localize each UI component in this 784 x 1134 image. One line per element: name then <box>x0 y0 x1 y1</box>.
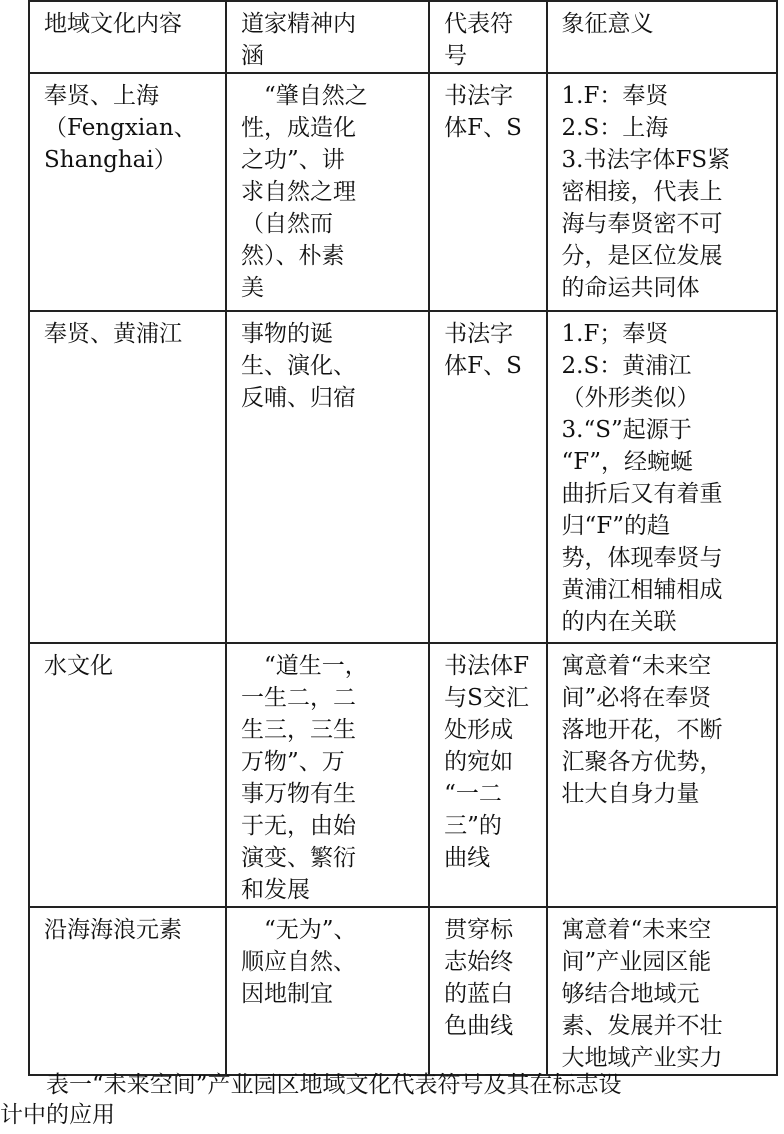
table-cell <box>29 643 226 907</box>
cell-symbol: 书法字 体F、S <box>444 83 522 141</box>
table-cell <box>547 311 778 643</box>
cell-region: 水文化 <box>44 653 113 679</box>
table-cell <box>29 311 226 643</box>
cell-spirit: “道生一， 一生二，二 生三，三生 万物”、万 事万物有生 于无，由始 演变、繁衍 和发展 <box>240 653 368 903</box>
cell-spirit: “无为”、 顺应自然、 因地制宜 <box>240 917 357 1007</box>
header-cell <box>547 1 778 73</box>
header-spirit: 道家精神内 涵 <box>240 11 356 69</box>
table-row <box>29 907 777 1075</box>
cell-symbol: 书法体F 与S交汇 处形成 的宛如 “一二 三”的 曲线 <box>444 653 530 871</box>
cell-symbol: 书法字 体F、S <box>444 321 522 379</box>
table-cell <box>226 73 429 311</box>
header-cell <box>429 1 546 73</box>
table-cell <box>429 643 546 907</box>
table-row <box>29 73 777 311</box>
cell-region: 奉贤、黄浦江 <box>44 321 182 347</box>
table-cell <box>226 907 429 1075</box>
table-cell <box>547 907 778 1075</box>
table-row <box>29 311 777 643</box>
table-cell <box>226 311 429 643</box>
cell-meaning: 1.F：奉贤 2.S：上海 3.书法字体FS紧 密相接，代表上 海与奉贤密不可 分，是区位发展 的命运共同体 <box>561 83 731 301</box>
cell-meaning: 寓意着“未来空 间”产业园区能 够结合地域元 素、发展并不壮 大地域产业实力 <box>561 917 723 1071</box>
cell-region: 沿海海浪元素 <box>44 917 182 943</box>
cell-spirit: “肇自然之 性，成造化 之功”、讲 求自然之理 （自然而 然）、朴素 美 <box>240 83 368 301</box>
table-cell <box>226 643 429 907</box>
table-cell <box>429 907 546 1075</box>
table-caption: 表一“未来空间”产业园区地域文化代表符号及其在标志设 计中的应用 <box>0 1072 622 1128</box>
header-cell <box>29 1 226 73</box>
table-cell <box>29 907 226 1075</box>
table-cell <box>429 73 546 311</box>
header-region: 地域文化内容 <box>44 11 182 37</box>
header-cell <box>226 1 429 73</box>
table-cell <box>29 73 226 311</box>
cell-symbol: 贯穿标 志始终 的蓝白 色曲线 <box>444 917 514 1039</box>
table-header-row <box>29 1 777 73</box>
cell-meaning: 1.F；奉贤 2.S：黄浦江 （外形类似） 3.“S”起源于 “F”，经蜿蜒 曲折后又有着重 归“F”的趋 势，体现奉贤与 黄浦江相辅相成 的内在关联 <box>561 321 723 635</box>
table-row <box>29 643 777 907</box>
culture-symbol-table <box>28 0 778 1076</box>
header-symbol: 代表符 号 <box>444 11 514 69</box>
cell-spirit: 事物的诞 生、演化、 反哺、归宿 <box>240 321 356 411</box>
cell-region: 奉贤、上海 （Fengxian、 Shanghai） <box>44 83 197 173</box>
table-cell <box>429 311 546 643</box>
table-cell <box>547 73 778 311</box>
table-cell <box>547 643 778 907</box>
header-meaning: 象征意义 <box>561 11 654 37</box>
cell-meaning: 寓意着“未来空 间”必将在奉贤 落地开花，不断 汇聚各方优势， 壮大自身力量 <box>561 653 723 807</box>
